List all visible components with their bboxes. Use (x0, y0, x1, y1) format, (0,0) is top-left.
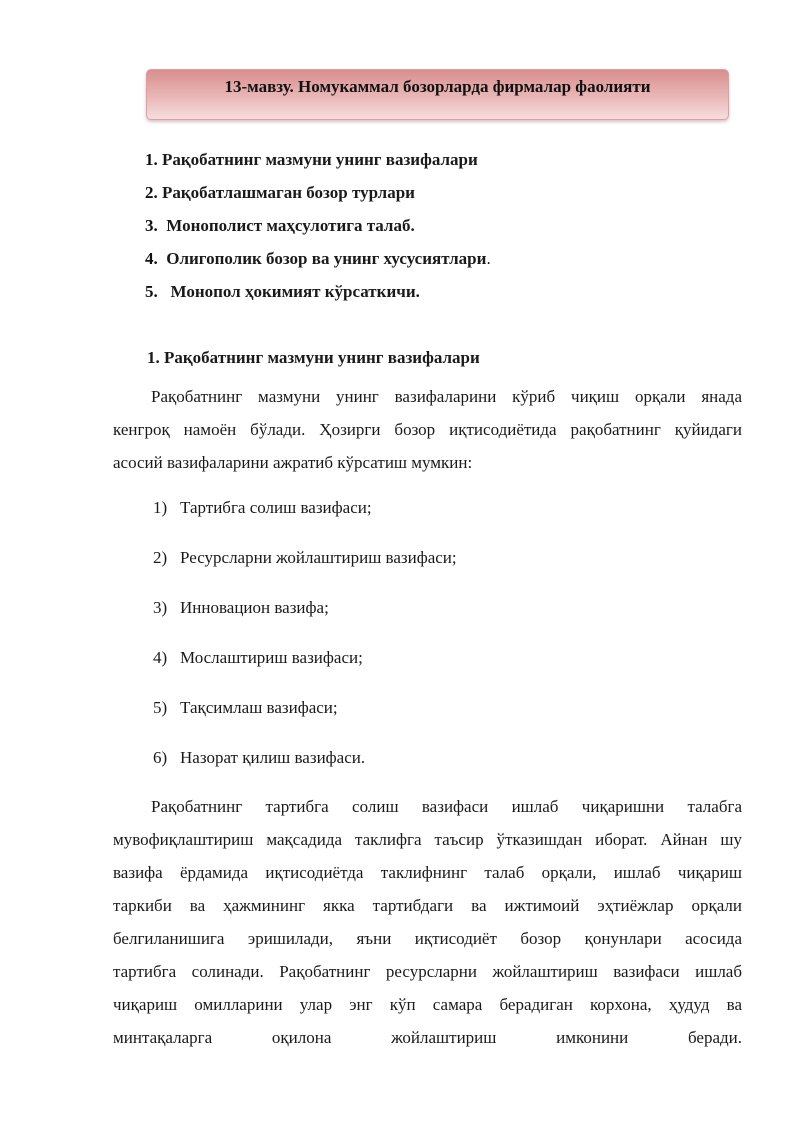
section-heading: 1. Рақобатнинг мазмуни унинг вазифалари (147, 348, 480, 367)
paragraph-line: кенгроқ намоён бўлади. Ҳозирги бозор иқтисодиётида рақобатнинг қуйидаги (113, 420, 742, 439)
paragraph-line: белгиланишига эришилади, яъни иқтисодиёт бозор қонунлари асосида (113, 929, 742, 948)
list-item: 6) Назорат қилиш вазифаси. (153, 748, 366, 767)
outline-item: 2. Рақобатлашмаган бозор турлари (145, 183, 415, 202)
outline-item: 3. Монополист маҳсулотига талаб. (145, 216, 415, 235)
functions-list (153, 497, 457, 797)
paragraph-line: мувофиқлаштириш мақсадида таклифга таъсир ўтказишдан иборат. Айнан шу (113, 830, 742, 849)
paragraph-line: Рақобатнинг тартибга солиш вазифаси ишлаб чиқаришни талабга (151, 797, 742, 816)
outline-item: 1. Рақобатнинг мазмуни унинг вазифалари (145, 150, 478, 169)
paragraph-line: Рақобатнинг мазмуни унинг вазифаларини кўриб чиқиш орқали янада (151, 387, 742, 406)
outline-item: 5. Монопол ҳокимият кўрсаткичи. (145, 282, 420, 301)
paragraph-line: асосий вазифаларини ажратиб кўрсатиш мумкин: (113, 453, 473, 472)
outline-item: 4. Олигополик бозор ва унинг хусусиятлари. (145, 249, 491, 268)
list-item: 5) Тақсимлаш вазифаси; (153, 698, 338, 717)
list-item: 3) Инновацион вазифа; (153, 598, 329, 617)
topic-outline (145, 149, 491, 314)
list-item: 2) Ресурсларни жойлаштириш вазифаси; (153, 548, 457, 567)
paragraph-line: чиқариш омилларини улар энг кўп самара берадиган корхона, ҳудуд ва (113, 995, 742, 1014)
list-item: 1) Тартибга солиш вазифаси; (153, 498, 372, 517)
topic-title-box (146, 69, 729, 120)
paragraph-line: таркиби ва ҳажмининг якка тартибдаги ва ижтимоий эҳтиёжлар орқали (113, 896, 742, 915)
paragraph-line: тартибга солинади. Рақобатнинг ресурсларни жойлаштириш вазифаси ишлаб (113, 962, 742, 981)
list-item: 4) Мослаштириш вазифаси; (153, 648, 363, 667)
paragraph-line: вазифа ёрдамида иқтисодиётда таклифнинг талаб орқали, ишлаб чиқариш (113, 863, 742, 882)
topic-title: 13-мавзу. Номукаммал бозорларда фирмалар фаолияти (224, 77, 651, 96)
paragraph-line: минтақаларга оқилона жойлаштириш имконини беради. (113, 1028, 742, 1047)
